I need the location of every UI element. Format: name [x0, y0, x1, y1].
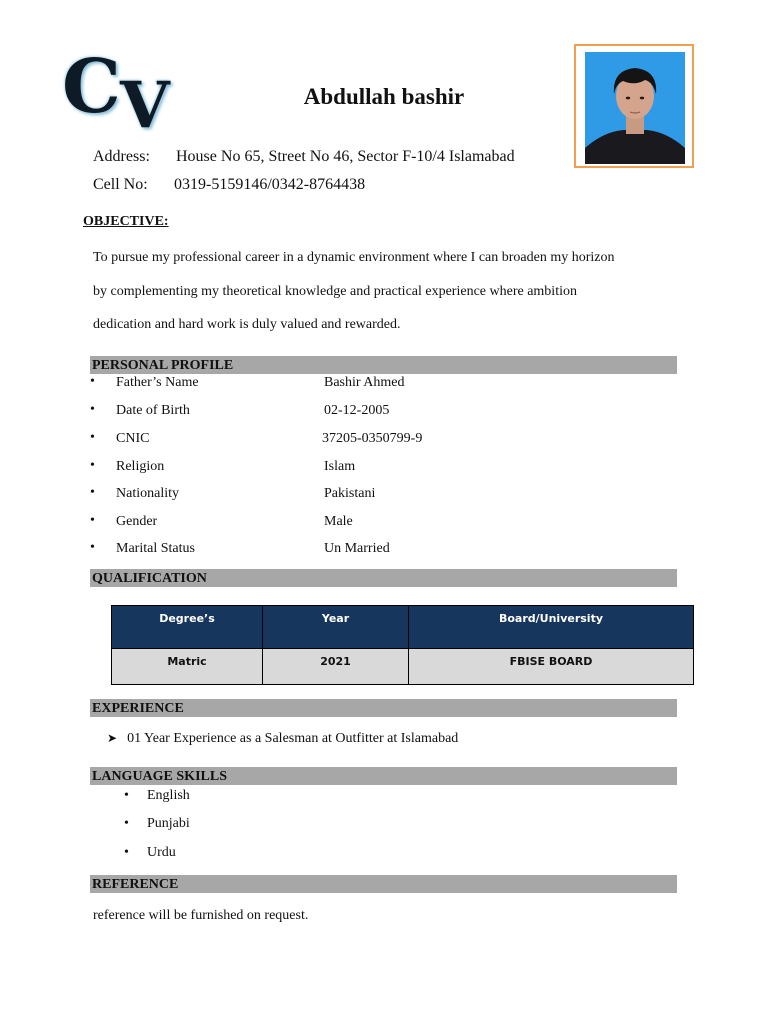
profile-key: Nationality [116, 486, 179, 501]
cell-label: Cell No: [93, 176, 148, 193]
profile-value: Male [324, 514, 353, 529]
objective-line: To pursue my professional career in a dynamic environment where I can broaden my horizon [93, 250, 615, 265]
bullet-icon: • [90, 540, 95, 555]
cell-value: 0319-5159146/0342-8764438 [174, 176, 366, 193]
profile-value: 02-12-2005 [324, 403, 390, 418]
profile-value: Bashir Ahmed [324, 375, 405, 390]
language-text: Punjabi [147, 816, 190, 831]
table-header-cell: Year [263, 606, 409, 649]
table-header-cell: Board/University [409, 606, 694, 649]
reference-text: reference will be furnished on request. [93, 908, 309, 923]
language-item [124, 816, 190, 832]
profile-row-cnic [90, 431, 690, 451]
address-value: House No 65, Street No 46, Sector F-10/4 Islamabad [176, 148, 515, 165]
profile-photo [585, 52, 685, 164]
language-item [124, 845, 176, 861]
table-cell: Matric [112, 649, 263, 685]
profile-key: Marital Status [116, 541, 195, 556]
experience-text: 01 Year Experience as a Salesman at Outfitter at Islamabad [127, 731, 459, 746]
bullet-icon: • [90, 513, 95, 528]
profile-key: Religion [116, 459, 165, 474]
address-label: Address: [93, 148, 150, 165]
candidate-name: Abdullah bashir [303, 84, 465, 109]
table-header-row [112, 606, 694, 649]
bullet-icon: • [124, 816, 129, 831]
bullet-icon: • [90, 402, 95, 417]
language-item [124, 788, 190, 804]
qualification-heading: QUALIFICATION [90, 569, 677, 587]
profile-key: Father’s Name [116, 375, 199, 390]
table-row [112, 649, 694, 685]
profile-value: Islam [324, 459, 356, 474]
bullet-icon: • [124, 788, 129, 803]
arrow-bullet-icon: ➤ [107, 731, 118, 745]
experience-item [107, 731, 458, 747]
profile-value: Un Married [324, 541, 390, 556]
profile-value: 37205-0350799-9 [322, 431, 423, 446]
table-header-cell: Degree’s [112, 606, 263, 649]
profile-row-fathers-name [90, 375, 690, 395]
language-text: English [147, 788, 190, 803]
table-cell: FBISE BOARD [409, 649, 694, 685]
table-cell: 2021 [263, 649, 409, 685]
profile-key: Gender [116, 514, 158, 529]
reference-heading: REFERENCE [90, 875, 677, 893]
experience-heading: EXPERIENCE [90, 699, 677, 717]
objective-line: dedication and hard work is duly valued and rewarded. [93, 317, 401, 332]
bullet-icon: • [124, 845, 129, 860]
objective-line: by complementing my theoretical knowledge and practical experience where ambition [93, 284, 577, 299]
language-skills-heading: LANGUAGE SKILLS [90, 767, 677, 785]
objective-heading: OBJECTIVE: [83, 214, 169, 229]
qualification-table [111, 605, 694, 685]
profile-key: CNIC [116, 431, 150, 446]
bullet-icon: • [90, 458, 95, 473]
person-portrait-icon [585, 52, 685, 164]
profile-row-date-of-birth [90, 403, 690, 423]
profile-key: Date of Birth [116, 403, 190, 418]
profile-row-religion [90, 459, 690, 479]
bullet-icon: • [90, 430, 95, 445]
language-text: Urdu [147, 845, 176, 860]
profile-photo-frame [574, 44, 694, 168]
bullet-icon: • [90, 374, 95, 389]
profile-row-nationality [90, 486, 690, 506]
profile-row-marital-status [90, 541, 690, 561]
cv-logo-v: V [120, 68, 170, 143]
cv-logo-c: C [62, 44, 121, 130]
profile-value: Pakistani [324, 486, 376, 501]
bullet-icon: • [90, 485, 95, 500]
personal-profile-heading: PERSONAL PROFILE [90, 356, 677, 374]
profile-row-gender [90, 514, 690, 534]
